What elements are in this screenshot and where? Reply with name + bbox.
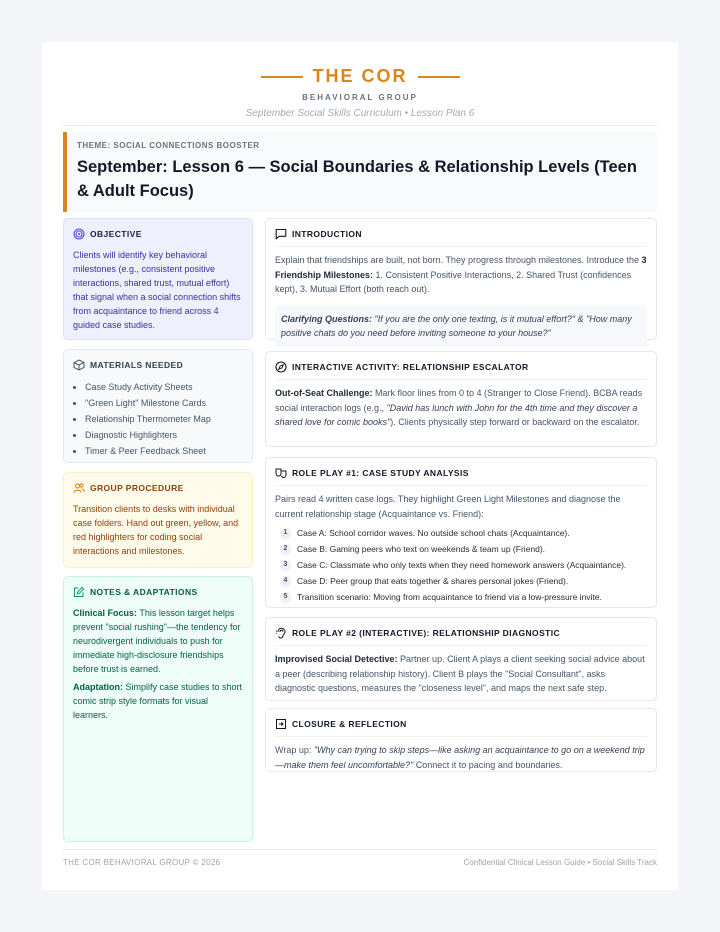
escalator-card: [265, 351, 657, 447]
compass-icon: [275, 361, 287, 373]
header-divider: [63, 125, 657, 126]
case-text: Case D: Peer group that eats together & shares personal jokes (Friend).: [297, 576, 569, 586]
escalator-example: "David has lunch with John for the 4th time and they discover a shared love for comic books": [275, 402, 638, 427]
notes-card: [63, 576, 253, 842]
escalator-heading-label: INTERACTIVE ACTIVITY: RELATIONSHIP ESCALATOR: [292, 362, 529, 372]
case-number: 2: [280, 544, 291, 555]
escalator-label: Out-of-Seat Challenge:: [275, 388, 373, 398]
theme-label: THEME: SOCIAL CONNECTIONS BOOSTER: [77, 141, 260, 150]
page-header: [42, 66, 678, 119]
escalator-text: [275, 386, 647, 430]
case-number: 1: [280, 528, 291, 539]
case-item: [280, 525, 647, 541]
materials-item: • Case Study Activity Sheets: [85, 379, 243, 395]
lesson-title: September: Lesson 6 — Social Boundaries & Relationship Levels (Teen & Adult Focus): [77, 158, 637, 200]
roleplay1-card: [265, 457, 657, 608]
materials-list: [73, 379, 243, 459]
roleplay1-text: Pairs read 4 written case logs. They highlight Green Light Milestones and diagnose the current relationship stage (Acquaintance vs. Friend):: [275, 494, 621, 519]
escalator-text-a: Mark floor lines from 0 to 4 (Stranger to Close Friend). BCBA reads social interaction logs (e.g.,: [275, 388, 643, 413]
adaptation-note: [73, 680, 243, 722]
clinical-focus-text: This lesson target helps prevent "social rushing"—the tendency for neurodivergent individuals to push for immediate high-disclosure friendships before trust is earned.: [73, 608, 241, 674]
clinical-focus-label: Clinical Focus:: [73, 608, 138, 618]
case-text: Case C: Classmate who only texts when they need homework answers (Acquaintance).: [297, 560, 627, 570]
lesson-page: [42, 42, 678, 890]
procedure-heading-label: GROUP PROCEDURE: [90, 483, 184, 493]
escalator-heading: [275, 361, 647, 380]
materials-card: [63, 349, 253, 463]
footer-confidential: Confidential Clinical Lesson Guide • Social Skills Track: [463, 858, 657, 867]
case-item: [280, 541, 647, 557]
materials-heading: [73, 359, 243, 371]
objective-text: Clients will identify key behavioral milestones (e.g., consistent positive interactions, shared trust, mutual effort) that signal when a social connection shifts from acquaintance to friend across 4 guided case studies.: [73, 250, 241, 330]
clarifying-questions-text: "If you are the only one texting, is it mutual effort?" & "How many positive chats do you need before inviting someone to your house?": [281, 313, 632, 338]
brand-rule-right: [418, 76, 460, 78]
adaptation-text: Simplify case studies to short comic strip style formats for visual learners.: [73, 682, 243, 720]
ear-icon: [275, 627, 287, 639]
objective-heading: [73, 228, 243, 240]
introduction-milestones-label: 3 Friendship Milestones:: [275, 255, 647, 280]
clarifying-questions-label: Clarifying Questions:: [281, 313, 373, 324]
curriculum-line: September Social Skills Curriculum • Lesson Plan 6: [245, 108, 475, 119]
procedure-heading: [73, 482, 243, 494]
roleplay2-description: Partner up. Client A plays a client seeking social advice about a peer (describing relationship history). Client B plays the "Social Consultant", asks diagnostic questions, measures the "closeness level", and maps the next safe step.: [275, 654, 645, 693]
masks-icon: [275, 467, 287, 479]
roleplay2-label: Improvised Social Detective:: [275, 654, 398, 664]
case-list: [275, 525, 647, 605]
closure-heading-label: CLOSURE & REFLECTION: [292, 719, 407, 729]
introduction-heading: [275, 228, 647, 247]
closure-card: [265, 708, 657, 772]
case-item: [280, 589, 647, 605]
introduction-text-a: Explain that friendships are built, not born. They progress through milestones. Introduce the: [275, 255, 642, 265]
roleplay2-heading-label: ROLE PLAY #2 (INTERACTIVE): RELATIONSHIP DIAGNOSTIC: [292, 628, 561, 638]
procedure-card: [63, 472, 253, 568]
escalator-text-b: ). Clients physically step forward or backward on the escalator.: [390, 417, 640, 427]
introduction-card: [265, 218, 657, 340]
case-number: 5: [280, 592, 291, 603]
case-text: Case B: Gaming peers who text on weekends & team up (Friend).: [297, 544, 546, 554]
objective-heading-label: OBJECTIVE: [90, 229, 142, 239]
roleplay1-heading-label: ROLE PLAY #1: CASE STUDY ANALYSIS: [292, 468, 469, 478]
message-icon: [275, 228, 287, 240]
objective-card: [63, 218, 253, 340]
case-item: [280, 573, 647, 589]
notes-heading-label: NOTES & ADAPTATIONS: [90, 587, 198, 597]
arrow-return-icon: [275, 718, 287, 730]
brand-row: [42, 66, 678, 87]
case-number: 4: [280, 576, 291, 587]
clinical-focus-note: [73, 606, 243, 676]
box-icon: [73, 359, 85, 371]
notes-heading: [73, 586, 243, 598]
materials-item: • Timer & Peer Feedback Sheet: [85, 443, 243, 459]
roleplay2-text: [275, 652, 647, 696]
materials-item: • "Green Light" Milestone Cards: [85, 395, 243, 411]
edit-icon: [73, 586, 85, 598]
closure-text-b: Connect it to pacing and boundaries.: [413, 759, 563, 770]
clarifying-questions-box: [275, 305, 647, 347]
roleplay1-heading: [275, 467, 647, 486]
closure-heading: [275, 718, 647, 737]
case-text: Transition scenario: Moving from acquaintance to friend via a low-pressure invite.: [297, 592, 602, 602]
closure-text: [275, 743, 647, 772]
brand-subtitle: BEHAVIORAL GROUP: [302, 93, 418, 102]
introduction-text: [275, 253, 647, 297]
materials-item: • Relationship Thermometer Map: [85, 411, 243, 427]
closure-question: "Why can trying to skip steps—like asking an acquaintance to go on a weekend trip—make them feel uncomfortable?": [275, 745, 645, 770]
introduction-text-b: 1. Consistent Positive Interactions, 2. Shared Trust (confidences kept), 3. Mutual Effort (both reach out).: [275, 269, 632, 294]
target-icon: [73, 228, 85, 240]
theme-banner: [63, 132, 657, 212]
adaptation-label: Adaptation:: [73, 682, 123, 692]
users-icon: [73, 482, 85, 494]
notes-body: [73, 606, 243, 722]
roleplay2-heading: [275, 627, 647, 646]
roleplay2-card: [265, 617, 657, 701]
brand-name: THE COR: [312, 66, 408, 86]
case-number: 3: [280, 560, 291, 571]
case-text: Case A: School corridor waves. No outside school chats (Acquaintance).: [297, 528, 570, 538]
case-item: [280, 557, 647, 573]
introduction-heading-label: INTRODUCTION: [292, 229, 362, 239]
footer-copyright: THE COR BEHAVIORAL GROUP © 2026: [63, 858, 221, 867]
materials-heading-label: MATERIALS NEEDED: [90, 360, 184, 370]
closure-text-a: Wrap up:: [275, 745, 314, 755]
procedure-text: Transition clients to desks with individual case folders. Hand out green, yellow, and red highlighters for coding social interactions and milestones.: [73, 504, 239, 556]
materials-item: • Diagnostic Highlighters: [85, 427, 243, 443]
footer-divider: [63, 849, 657, 850]
brand-rule-left: [261, 76, 303, 78]
